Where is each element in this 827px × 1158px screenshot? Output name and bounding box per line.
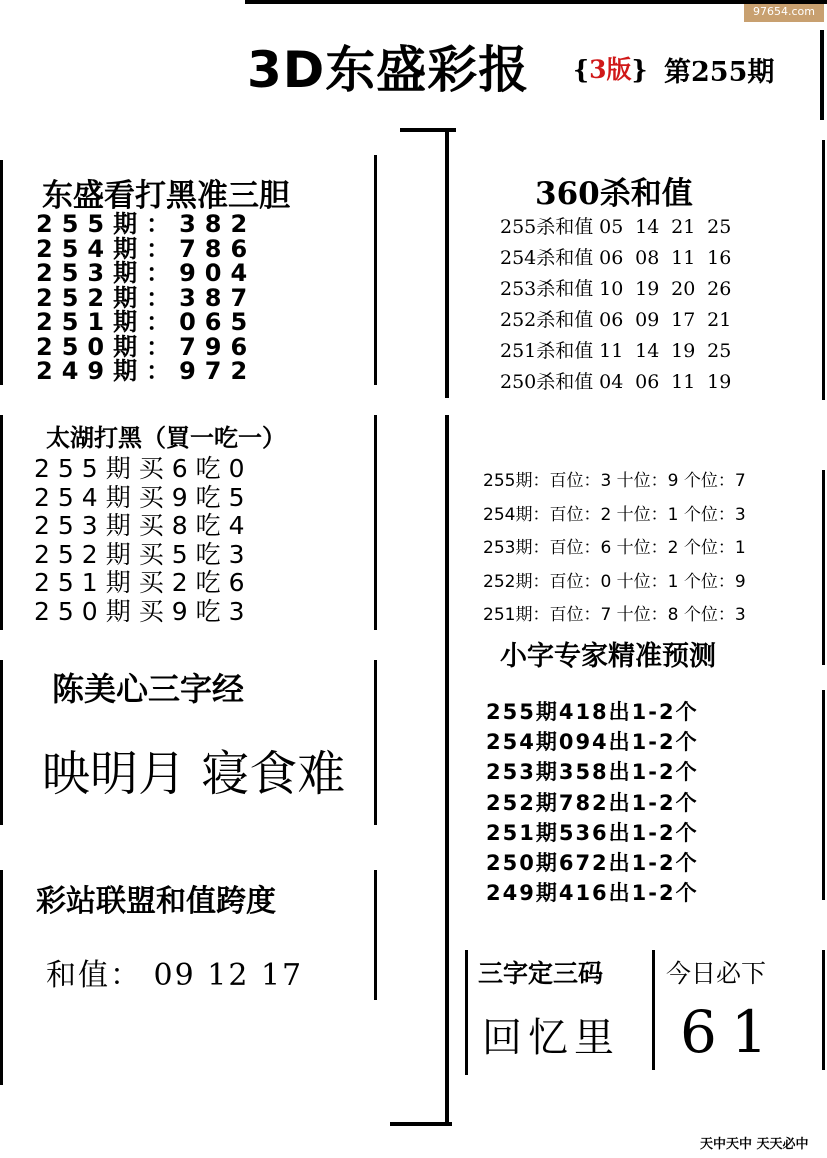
chenmeixin-text: 映明月 寝食难 [42,746,346,802]
list-item: 252期买5吃3 [34,539,253,569]
num: 14 [635,216,660,238]
list-item: 253期358出1-2个 [486,760,699,785]
num: 05 [599,216,624,238]
list-item: 255期418出1-2个 [486,700,699,724]
caizhan-title: 彩站联盟和值跨度 [36,884,276,919]
num: 19 [635,278,660,300]
list-item: 253期：904 [36,259,257,287]
list-item [500,243,737,274]
list-item: 252期：387 [36,283,257,312]
num: 26 [707,278,732,300]
num: 06 [599,309,624,331]
left-rule-2 [0,415,3,630]
num: 14 [635,340,660,362]
num: 19 [671,340,696,362]
list-item: 254期：百位：2 十位：1 个位：3 [483,504,746,525]
row-label: 253杀和值 [500,278,594,300]
page-title: 3D东盛彩报 [247,41,530,99]
right-rule-3 [822,690,825,900]
issue-number: 第255期 [664,57,775,88]
xiaozi-title: 小字专家精准预测 [500,641,716,672]
edition-close: } [631,55,648,84]
xiaozi-list [486,697,699,908]
kill-sum-title: 360杀和值 [535,176,693,212]
num: 19 [707,371,732,393]
num: 06 [599,247,624,269]
row-label: 254杀和值 [500,247,594,269]
list-item: 255期买6吃0 [34,454,253,483]
positions-list [483,465,746,633]
taihu-title: 太湖打黑（買一吃一） [46,423,286,452]
num: 11 [671,371,696,393]
num: 21 [707,309,732,331]
taihu-list [34,455,253,626]
right-divider-bottom-right [822,950,825,1070]
list-item: 250期672出1-2个 [486,850,699,875]
center-bottom-rule [390,1122,452,1126]
list-item: 254期买9吃5 [34,482,253,512]
footer-slogan: 天中天中 天天必中 [700,1137,809,1152]
list-item: 251期536出1-2个 [486,820,699,845]
num: 21 [671,216,696,238]
sanzi-text: 回忆里 [482,1015,620,1061]
num: 25 [707,340,732,362]
today-text: 61 [680,998,782,1066]
num: 17 [671,309,696,331]
list-item: 251期买2吃6 [34,568,253,597]
list-item: 250期买9吃3 [34,596,253,626]
num: 10 [599,278,624,300]
caizhan-text: 和值： 09 12 17 [46,958,304,993]
list-item [500,367,737,398]
list-item: 249期：972 [36,357,257,385]
num: 16 [707,247,732,269]
list-item: 255期：百位：3 十位：9 个位：7 [483,471,746,491]
top-rule [245,0,827,4]
list-item: 251期：百位：7 十位：8 个位：3 [483,605,746,625]
sanzi-title: 三字定三码 [478,959,604,988]
list-item: 250期：796 [36,332,257,361]
mid-rule-3 [374,660,377,825]
list-item: 253期：百位：6 十位：2 个位：1 [483,538,746,558]
left-rule-1 [0,160,3,385]
num: 25 [707,216,732,238]
row-label: 255杀和值 [500,216,594,238]
edition-open: { [573,55,590,84]
dongsheng-list [36,212,256,384]
num: 11 [599,340,624,362]
list-item [500,305,737,336]
list-item [500,336,737,367]
mid-rule-4 [374,870,377,1000]
left-rule-3 [0,660,3,825]
num: 08 [635,247,660,269]
list-item: 255期：382 [36,210,257,238]
title-right-rule [820,30,824,120]
center-divider-upper [445,128,449,398]
list-item: 254期：786 [36,234,257,263]
list-item [500,212,737,243]
num: 04 [599,371,624,393]
mid-rule-1 [374,155,377,385]
row-label: 252杀和值 [500,309,594,331]
num: 11 [671,247,696,269]
center-divider-lower [445,415,449,1125]
list-item: 254期094出1-2个 [486,730,699,755]
row-label: 251杀和值 [500,340,594,362]
right-divider-bottom-mid [652,950,655,1070]
kill-sum-list [500,212,737,398]
num: 06 [635,371,660,393]
num: 09 [635,309,660,331]
today-title: 今日必下 [666,959,767,988]
right-divider-bottom-left [465,950,468,1075]
right-rule-2 [822,470,825,665]
right-rule-1 [822,140,825,400]
list-item: 252期：百位：0 十位：1 个位：9 [483,571,746,592]
list-item: 253期买8吃4 [34,511,253,540]
list-item: 252期782出1-2个 [486,790,699,815]
mid-rule-2 [374,415,377,630]
list-item: 251期：065 [36,308,257,336]
chenmeixin-title: 陈美心三字经 [52,670,245,708]
edition-number: 3版 [589,55,632,84]
edition-badge [573,50,648,86]
list-item: 249期416出1-2个 [486,881,699,906]
watermark-badge: 97654.com [744,2,824,22]
dongsheng-title: 东盛看打黑准三胆 [42,178,290,214]
row-label: 250杀和值 [500,371,594,393]
list-item [500,274,737,305]
left-rule-4 [0,870,3,1085]
num: 20 [671,278,696,300]
